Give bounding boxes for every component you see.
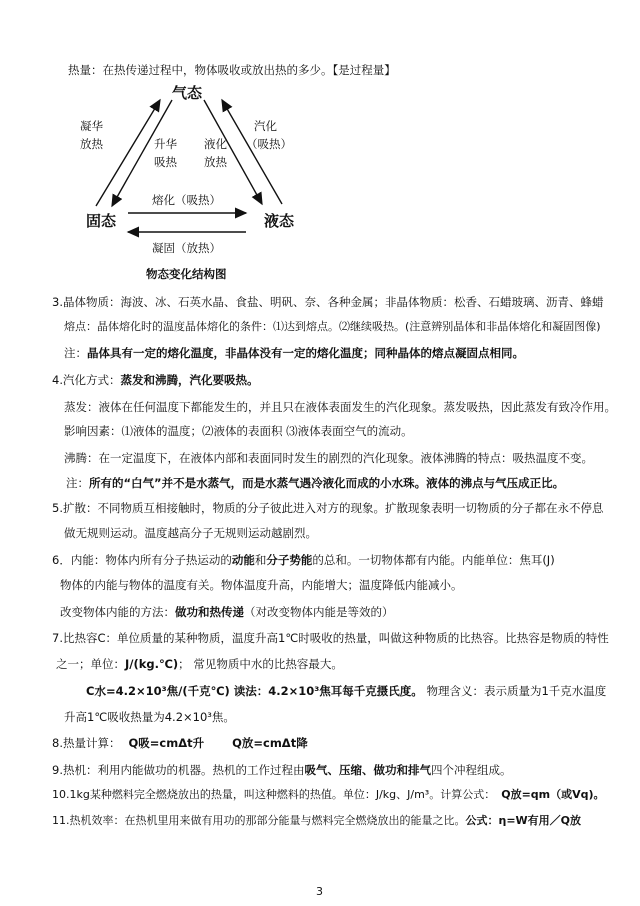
sec6-methods-c: （对改变物体内能是等效的） [244, 605, 394, 619]
sec10-heat-value [52, 787, 605, 803]
arrow-gas-to-liquid [204, 100, 262, 204]
sec7-unit-b: J/(kg.℃) [125, 657, 179, 671]
sec4-evaporation: 蒸发：液体在任何温度下都能发生的，并且只在液体表面发生的汽化现象。蒸发吸热，因此蒸发有致冷作用。 [64, 400, 616, 414]
sec8-heat-calc [52, 735, 308, 751]
arrow-gas-to-solid [112, 100, 172, 206]
sec8-prefix: 8.热量计算： [52, 736, 121, 750]
sec9-b: 吸气、压缩、做功和排气 [304, 763, 431, 777]
sec6-methods-b: 做功和热传递 [175, 605, 244, 619]
sec7-water-bold: C水=4.2×10³焦/(千克℃) 读法：4.2×10³焦耳每千克摄氏度。 [86, 684, 423, 698]
state-solid: 固态 [86, 212, 117, 230]
sec7-unit-c: ； 常见物质中水的比热容最大。 [178, 657, 343, 671]
arrow-solid-to-gas [96, 100, 160, 206]
sec5-diffusion: 5.扩散：不同物质互相接触时，物质的分子彼此进入对方的现象。扩散现象表明一切物质的分子都在永不停息 [52, 501, 604, 515]
sec3-note-prefix: 注： [64, 346, 87, 360]
sec6-d: 分子势能 [266, 553, 313, 567]
sec7-water-rest: 物理含义：表示质量为1千克水温度 [426, 684, 607, 698]
label-sublimation-heat: 吸热 [154, 155, 177, 169]
sec5-diffusion-cont: 做无规则运动。温度越高分子无规则运动越剧烈。 [64, 526, 317, 540]
sec4-factors: 影响因素：⑴液体的温度；⑵液体的表面积 ⑶液体表面空气的流动。 [64, 424, 413, 438]
sec4-note-prefix: 注： [66, 476, 89, 490]
state-gas: 气态 [172, 84, 203, 102]
heat-definition: 热量：在热传递过程中，物体吸收或放出热的多少。【是过程量】 [68, 63, 396, 77]
sec11-efficiency [52, 813, 581, 829]
label-sublimation: 升华 [154, 137, 177, 151]
sec4-vaporization [52, 372, 258, 388]
sec7-unit-a: 之一；单位： [56, 657, 125, 671]
sec8-formula2: Q放=cmΔt降 [232, 736, 308, 750]
sec6-e: 的总和。一切物体都有内能。内能单位：焦耳(J) [312, 553, 555, 567]
sec8-formula1: Q吸=cmΔt升 [128, 736, 205, 750]
sec4-note-bold: 所有的“白气”并不是水蒸气，而是水蒸气遇冷液化而成的小水珠。液体的沸点与气压成正比。 [89, 476, 565, 490]
sec4-boiling: 沸腾：在一定温度下，在液体内部和表面同时发生的剧烈的汽化现象。液体沸腾的特点：吸热温度不变。 [64, 451, 593, 465]
sec4-note [66, 475, 564, 491]
label-liquefaction-heat: 放热 [204, 155, 227, 169]
sec6-methods [60, 604, 394, 620]
sec9-a: 9.热机：利用内能做功的机器。热机的工作过程由 [52, 763, 305, 777]
sec6-temperature: 物体的内能与物体的温度有关。物体温度升高，内能增大；温度降低内能减小。 [60, 578, 463, 592]
page-number: 3 [316, 885, 323, 898]
label-freezing: 凝固（放热） [152, 241, 221, 255]
sec10-b: Q放=qm（或Vq)。 [501, 788, 605, 801]
sec7-meaning: 升高1℃吸收热量为4.2×10³焦。 [64, 710, 235, 724]
sec6-c: 和 [254, 553, 267, 567]
sec7-specific-heat: 7.比热容C：单位质量的某种物质，温度升高1℃时吸收的热量，叫做这种物质的比热容。比热容是物质的特性 [52, 631, 609, 645]
sec3-note [64, 345, 524, 361]
phase-change-diagram [0, 0, 640, 290]
label-deposition-heat: 放热 [80, 137, 103, 151]
label-melting: 熔化（吸热） [152, 193, 221, 207]
sec9-c: 四个冲程组成。 [430, 763, 512, 777]
sec6-a: 6．内能：物体内所有分子热运动的 [52, 553, 232, 567]
sec7-water [86, 683, 606, 699]
sec6-internal-energy [52, 552, 555, 568]
sec4-bold: 蒸发和沸腾，汽化要吸热。 [120, 373, 259, 387]
sec11-b: 公式：η=W有用／Q放 [465, 814, 582, 827]
sec6-b: 动能 [231, 553, 255, 567]
diagram-caption: 物态变化结构图 [146, 267, 227, 281]
sec11-a: 11.热机效率：在热机里用来做有用功的那部分能量与燃料完全燃烧放出的能量之比。 [52, 814, 466, 827]
sec10-a: 10.1kg某种燃料完全燃烧放出的热量，叫这种燃料的热值。单位：J/kg、J/m³。计算公式： [52, 788, 496, 801]
sec7-unit [56, 656, 343, 672]
sec6-methods-a: 改变物体内能的方法： [60, 605, 175, 619]
label-vaporization: 汽化 [254, 119, 277, 133]
state-liquid: 液态 [264, 212, 295, 230]
arrow-liquid-to-gas [222, 100, 282, 204]
sec3-crystals: 3.晶体物质：海波、冰、石英水晶、食盐、明矾、奈、各种金属；非晶体物质：松香、石蜡玻璃、沥青、蜂蜡 [52, 295, 604, 309]
label-vaporization-heat: （吸热） [246, 137, 292, 151]
sec4-prefix: 4.汽化方式： [52, 373, 121, 387]
sec9-heat-engine [52, 762, 511, 778]
sec3-melting-point: 熔点：晶体熔化时的温度晶体熔化的条件：⑴达到熔点。⑵继续吸热。(注意辨别晶体和非晶体熔化和凝固图像) [64, 320, 601, 333]
label-liquefaction: 液化 [204, 137, 227, 151]
label-deposition: 凝华 [80, 119, 103, 133]
sec3-note-bold: 晶体具有一定的熔化温度，非晶体没有一定的熔化温度；同种晶体的熔点凝固点相同。 [87, 346, 524, 360]
